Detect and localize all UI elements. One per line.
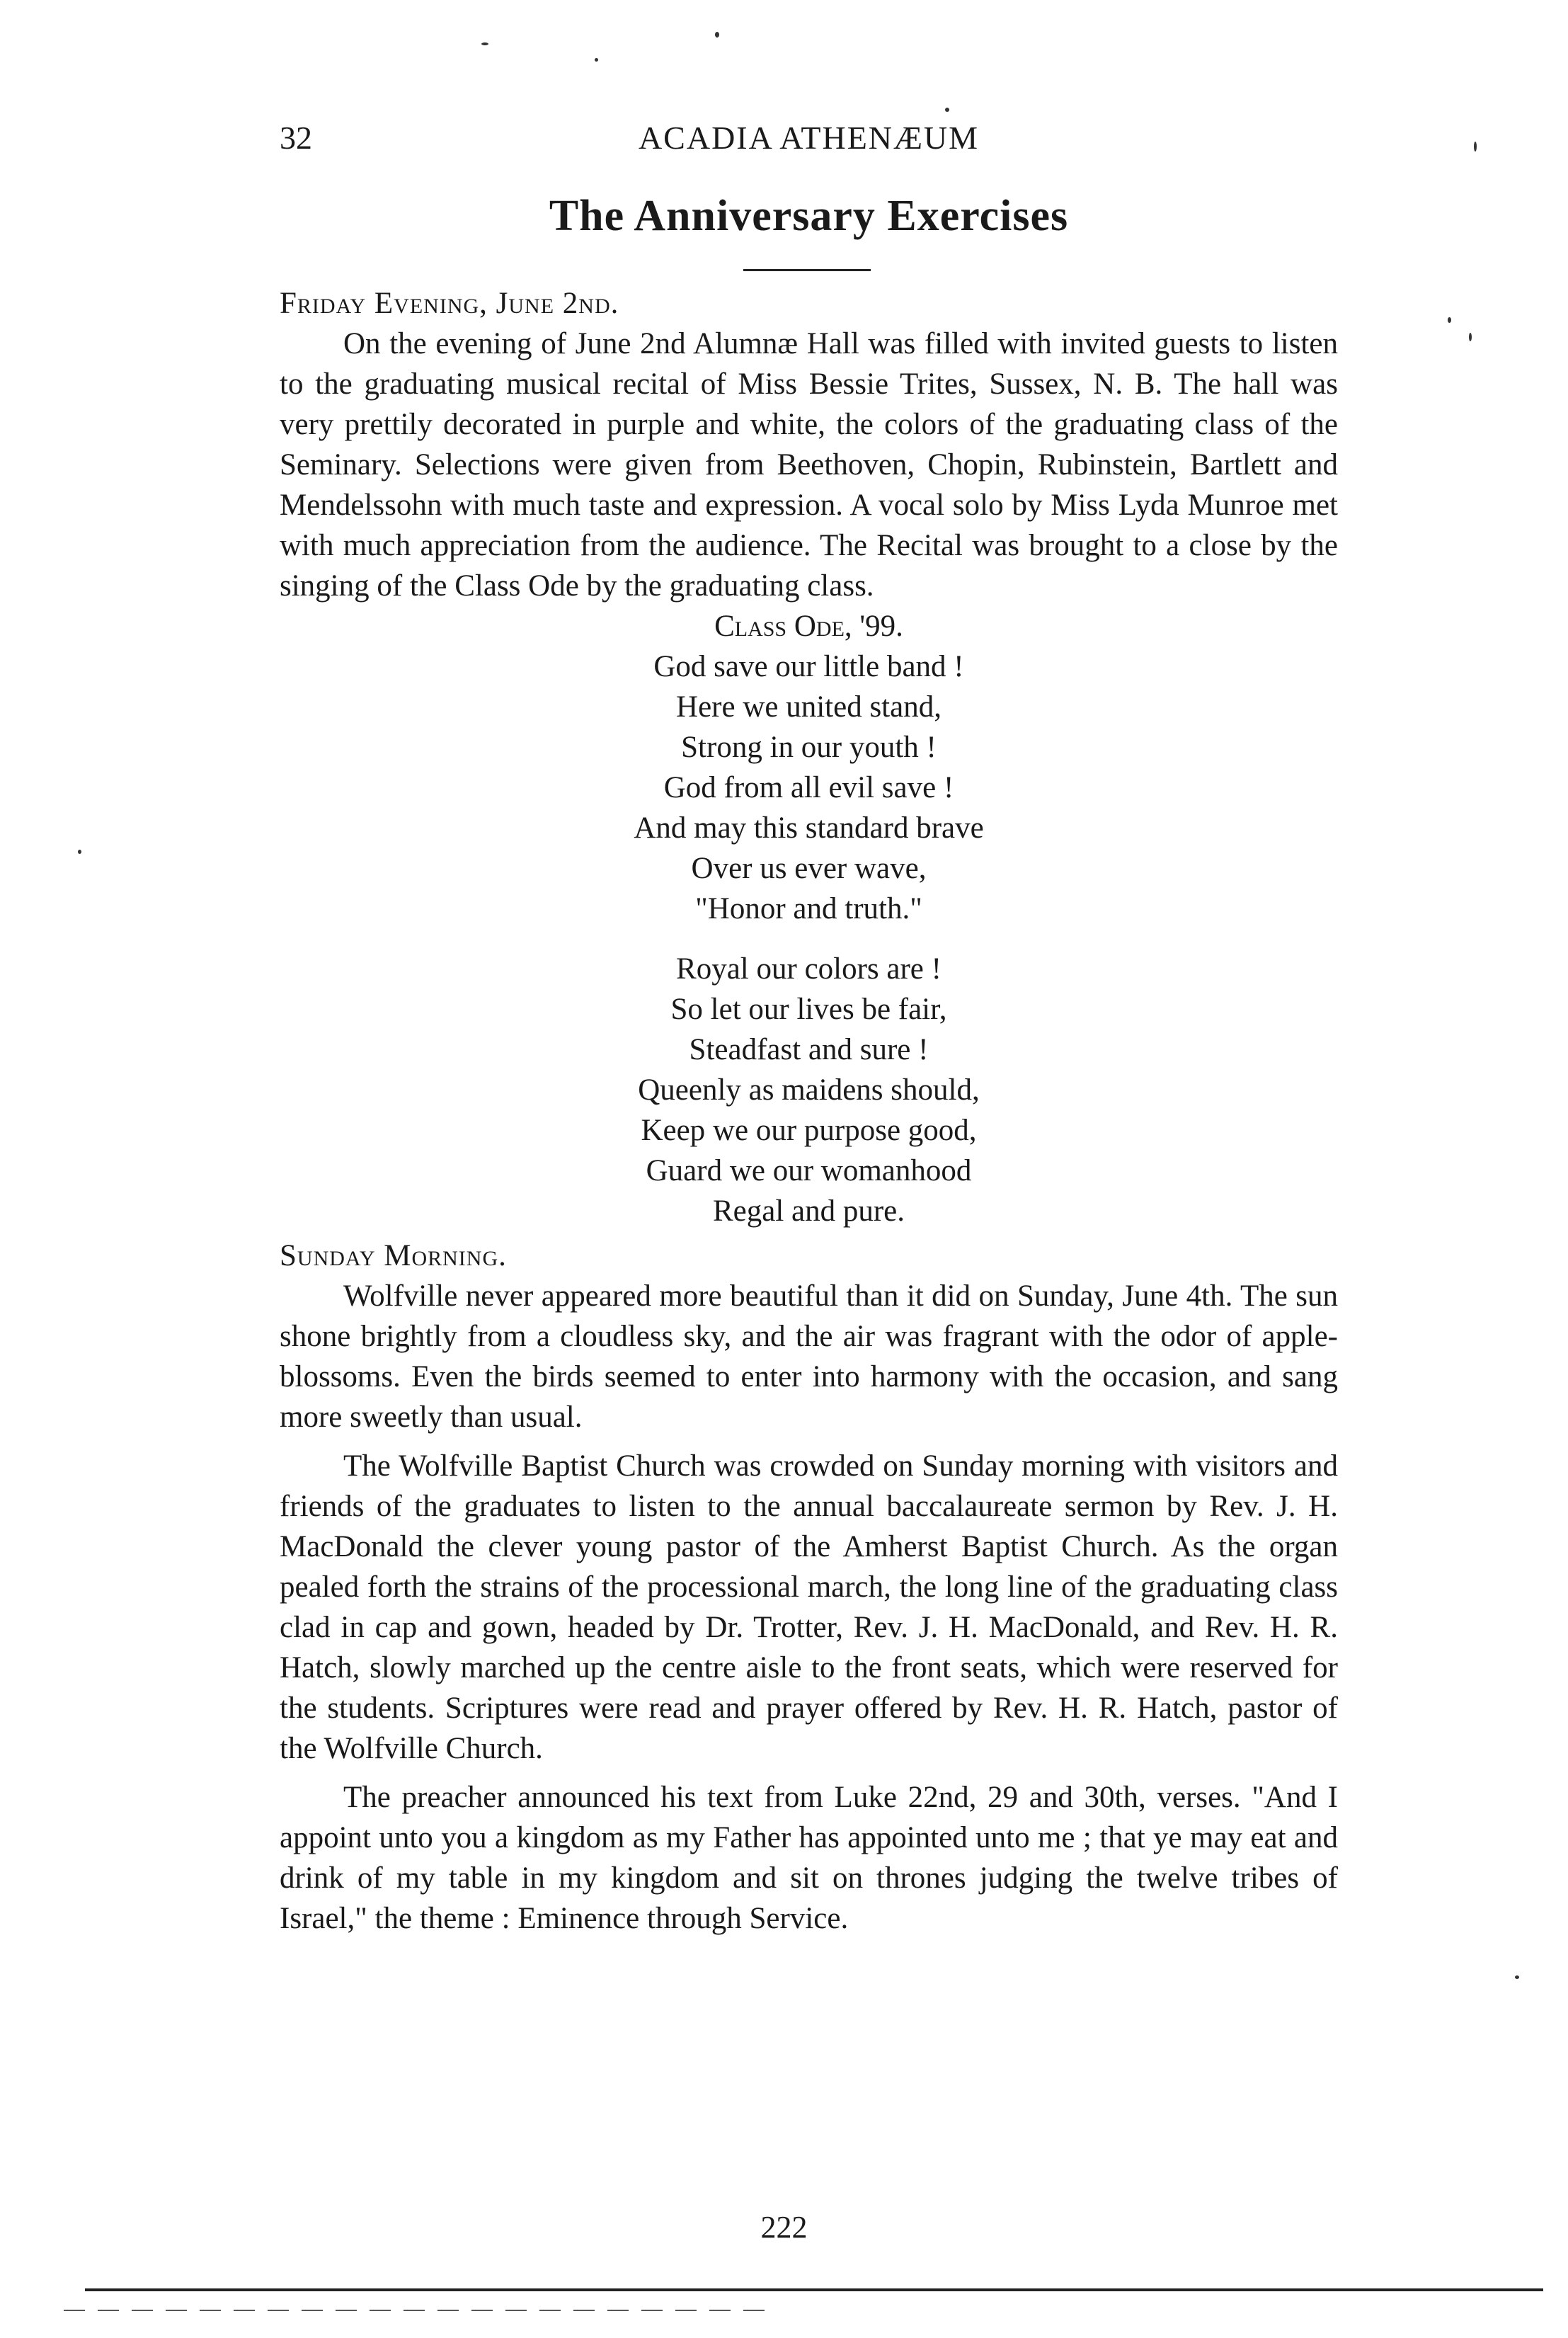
scan-speck <box>78 850 81 854</box>
scan-speck <box>1469 333 1472 341</box>
ode-stanza-2 <box>280 949 1338 1231</box>
bottom-rule <box>85 2288 1543 2291</box>
scan-speck <box>481 42 488 45</box>
scan-speck <box>595 58 598 62</box>
running-head <box>280 119 1338 161</box>
ode-line: Queenly as maidens should, <box>638 1073 980 1107</box>
ode-line: Keep we our purpose good, <box>641 1114 977 1147</box>
ode-line: God save our little band ! <box>653 650 964 683</box>
scan-speck <box>945 108 949 112</box>
scan-speck <box>1474 142 1477 152</box>
article-body <box>280 283 1338 1939</box>
ode-line: God from all evil save ! <box>663 771 954 804</box>
ode-line: Guard we our womanhood <box>646 1154 972 1187</box>
ode-line: Over us ever wave, <box>691 852 927 885</box>
bottom-scan-artifact <box>64 2310 772 2311</box>
ode-line: Royal our colors are ! <box>676 952 942 986</box>
ode-line: Steadfast and sure ! <box>689 1033 929 1066</box>
section-heading-friday: Friday Evening, June 2nd. <box>280 287 619 320</box>
scan-speck <box>1515 1975 1519 1979</box>
title-rule <box>743 269 871 271</box>
paragraph-friday: On the evening of June 2nd Alumnæ Hall was filled with invited guests to listen to the graduating musical recital of Miss Bessie Trites, Sussex, N. B. The hall was very prettily decorated in purple and white, the colors of the graduating class of the Seminary. Selections were given from Beethoven, Chopin, Rubinstein, Bartlett and Mendelssohn with much taste and expression. A vocal solo by Miss Lyda Munroe met with much appreciation from the audience. The Recital was brought to a close by the singing of the Class Ode by the graduating class. <box>280 327 1338 603</box>
ode-line: Here we united stand, <box>676 690 942 724</box>
ode-line: So let our lives be fair, <box>670 993 947 1026</box>
scan-speck <box>715 32 719 38</box>
paragraph-sunday-2: The Wolfville Baptist Church was crowded on Sunday morning with visitors and friends of the graduates to listen to the annual baccalaureate sermon by Rev. J. H. MacDonald the clever young pastor of the Amherst Baptist Church. As the organ pealed forth the strains of the processional march, the long line of the graduating class clad in cap and gown, headed by Dr. Trotter, Rev. J. H. MacDonald, and Rev. H. R. Hatch, slowly marched up the centre aisle to the front seats, which were reserved for the students. Scriptures were read and prayer offered by Rev. H. R. Hatch, pastor of the Wolfville Church. <box>280 1449 1338 1765</box>
page-number: 222 <box>760 2210 808 2245</box>
paragraph-sunday-1: Wolfville never appeared more beautiful than it did on Sunday, June 4th. The sun shone brightly from a cloudless sky, and the air was fragrant with the odor of apple-blossoms. Even the birds seemed to enter into harmony with the occasion, and sang more sweetly than usual. <box>280 1279 1338 1434</box>
section-heading-sunday: Sunday Morning. <box>280 1239 507 1272</box>
ode-title: Class Ode, '99. <box>714 610 903 643</box>
class-ode <box>280 606 1338 1231</box>
article-title: The Anniversary Exercises <box>549 192 1069 240</box>
ode-line: Regal and pure. <box>712 1194 905 1228</box>
ode-stanza-1 <box>280 646 1338 929</box>
journal-title: ACADIA ATHENÆUM <box>638 120 980 156</box>
scan-speck <box>1448 317 1451 323</box>
ode-line: Strong in our youth ! <box>681 731 937 764</box>
ode-line: And may this standard brave <box>634 811 984 845</box>
paragraph-sunday-3: The preacher announced his text from Luke 22nd, 29 and 30th, verses. "And I appoint unto you a kingdom as my Father has appointed unto me ; that ye may eat and drink of my table in my kingdom and sit on thrones judging the twelve tribes of Israel," the theme : Eminence through Service. <box>280 1781 1338 1935</box>
folio-number: 32 <box>280 120 312 156</box>
ode-line: "Honor and truth." <box>695 892 922 925</box>
